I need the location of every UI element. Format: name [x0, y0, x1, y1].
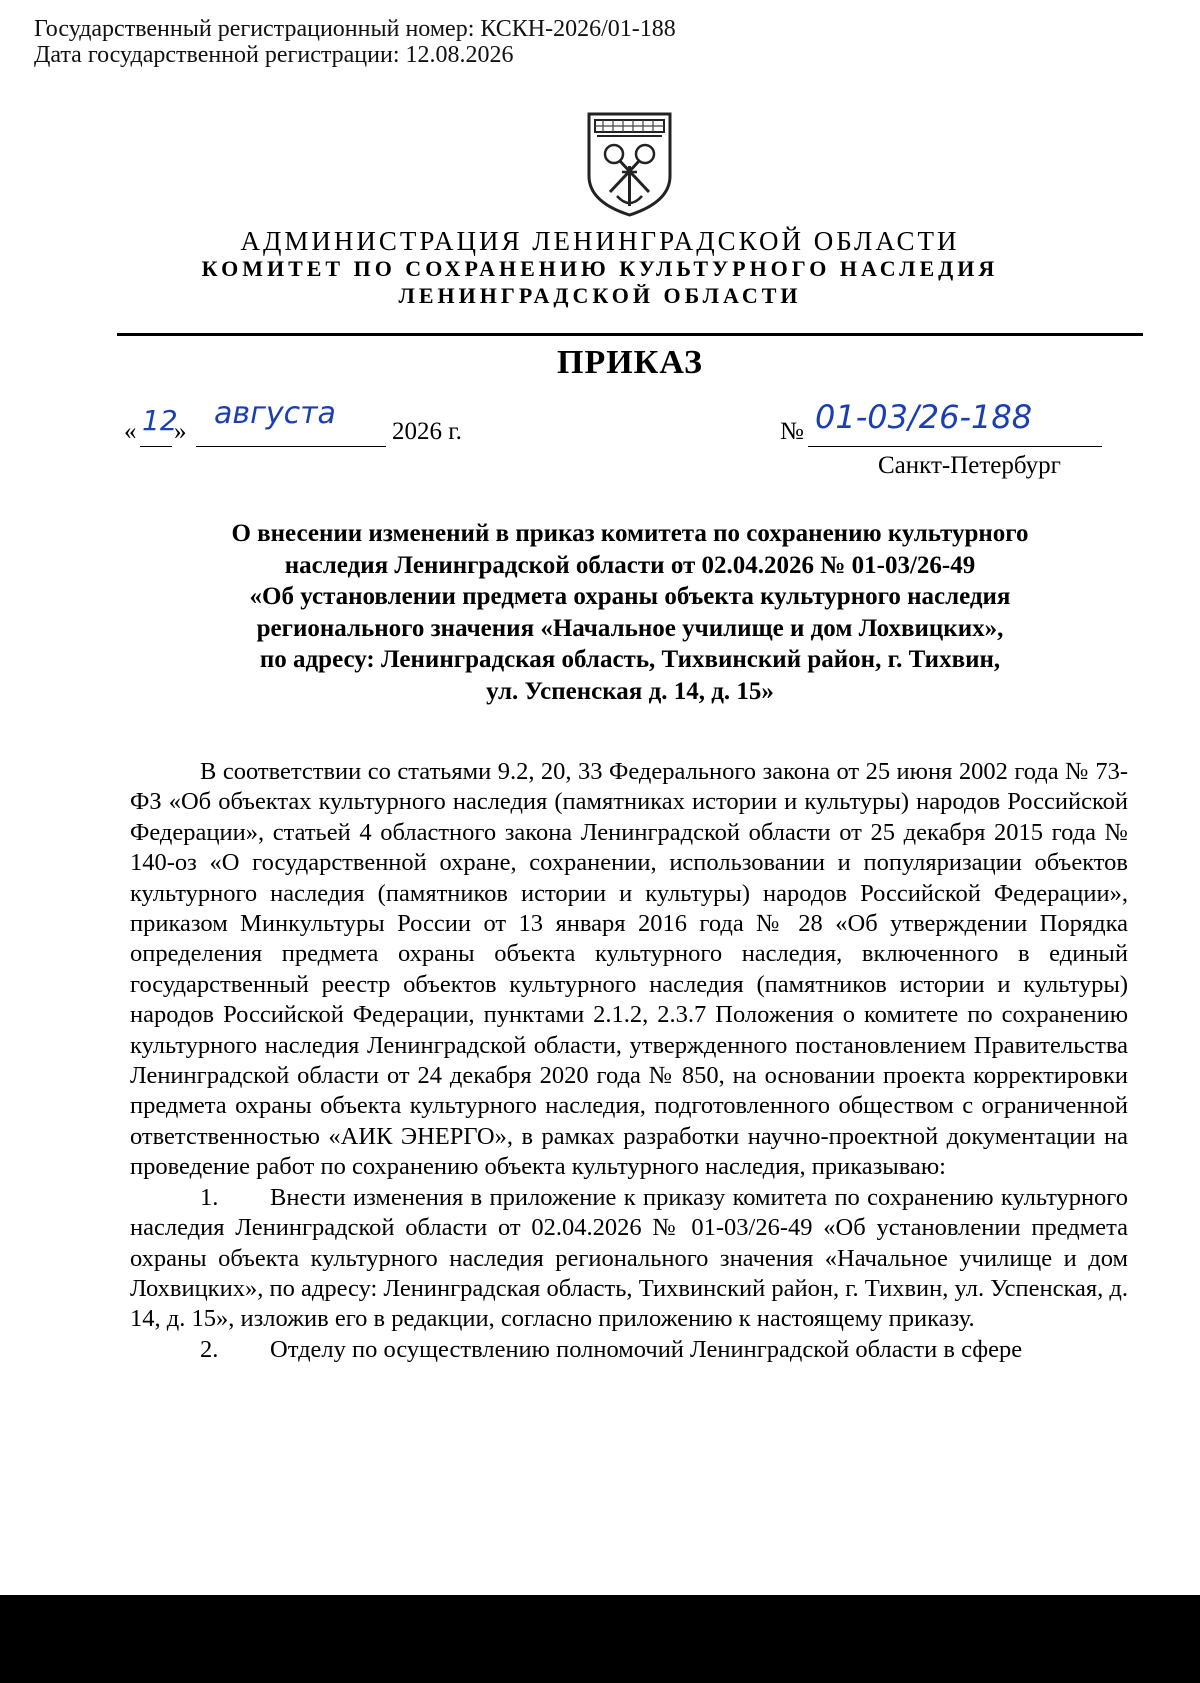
month-underline	[196, 446, 386, 447]
order-item	[130, 1183, 1128, 1335]
heading-line: О внесении изменений в приказ комитета по сохранению культурного	[231, 520, 1029, 547]
heading-line: по адресу: Ленинградская область, Тихвинский район, г. Тихвин,	[259, 646, 1001, 673]
day-underline	[140, 446, 172, 447]
city: Санкт-Петербург	[878, 452, 1061, 479]
coat-of-arms-icon	[583, 110, 676, 218]
heading-line: наследия Ленинградской области от 02.04.2026 № 01-03/26-49	[284, 551, 976, 579]
document-number-handwritten: 01-03/26-188	[815, 398, 1033, 436]
order-item	[130, 1335, 1128, 1365]
date-quote-close: »	[174, 418, 187, 445]
registration-number: Государственный регистрационный номер: КСКН-2026/01-188	[34, 16, 676, 42]
scan-bottom-edge	[0, 1595, 1200, 1683]
date-quote-open: «	[124, 418, 137, 445]
order-body	[130, 757, 1128, 1365]
number-label: №	[780, 418, 804, 445]
item-number: 2.	[200, 1335, 219, 1363]
heading-line: регионального значения «Начальное училище и дом Лохвицких»,	[256, 614, 1004, 642]
org-name-line-1: АДМИНИСТРАЦИЯ ЛЕНИНГРАДСКОЙ ОБЛАСТИ	[240, 226, 960, 256]
order-heading	[130, 518, 1130, 707]
heading-line: «Об установлении предмета охраны объекта культурного наследия	[249, 583, 1011, 610]
header-divider	[117, 333, 1143, 336]
item-text: Внести изменения в приложение к приказу комитета по сохранению культурного наследия Ленинградской области от 02.04.2026 № 01-03/26-49 «Об установлении предмета охраны объекта культурного наследия регионального значения «Начальное училище и дом Лохвицких», по адресу: Ленинградская область, Тихвинский район, г. Тихвин, ул. Успенская, д. 14, д. 15», изложив его в редакции, согласно приложению к настоящему приказу.	[130, 1183, 1128, 1333]
date-year: 2026 г.	[392, 418, 462, 445]
registration-block	[34, 16, 676, 68]
date-month-handwritten: августа	[214, 396, 336, 431]
document-type-title: ПРИКАЗ	[557, 344, 703, 381]
number-underline	[808, 446, 1102, 447]
org-name-line-3: ЛЕНИНГРАДСКОЙ ОБЛАСТИ	[398, 283, 802, 308]
preamble-paragraph: В соответствии со статьями 9.2, 20, 33 Федерального закона от 25 июня 2002 года № 73-ФЗ «Об объектах культурного наследия (памятниках истории и культуры) народов Российской Федерации», статьей 4 областного закона Ленинградской области от 25 декабря 2015 года № 140-оз «О государственной охране, сохранении, использовании и популяризации объектов культурного наследия (памятников истории и культуры) народов Российской Федерации», приказом Минкультуры России от 13 января 2016 года № 28 «Об утверждении Порядка определения предмета охраны объекта культурного наследия, включенного в единый государственный реестр объектов культурного наследия (памятников истории и культуры) народов Российской Федерации, пунктами 2.1.2, 2.3.7 Положения о комитете по сохранению культурного наследия Ленинградской области, утвержденного постановлением Правительства Ленинградской области от 24 декабря 2020 года № 850, на основании проекта корректировки предмета охраны объекта культурного наследия, подготовленного обществом с ограниченной ответственностью «АИК ЭНЕРГО», в рамках разработки научно-проектной документации на проведение работ по сохранению объекта культурного наследия, приказываю:	[130, 758, 1128, 1181]
org-name-line-2: КОМИТЕТ ПО СОХРАНЕНИЮ КУЛЬТУРНОГО НАСЛЕДИЯ	[201, 256, 999, 281]
registration-date: Дата государственной регистрации: 12.08.2026	[34, 42, 514, 68]
heading-line: ул. Успенская д. 14, д. 15»	[486, 677, 774, 705]
date-day-handwritten: 12	[142, 404, 178, 437]
item-text: Отделу по осуществлению полномочий Ленинградской области в сфере	[270, 1335, 1023, 1363]
item-number: 1.	[200, 1183, 219, 1211]
